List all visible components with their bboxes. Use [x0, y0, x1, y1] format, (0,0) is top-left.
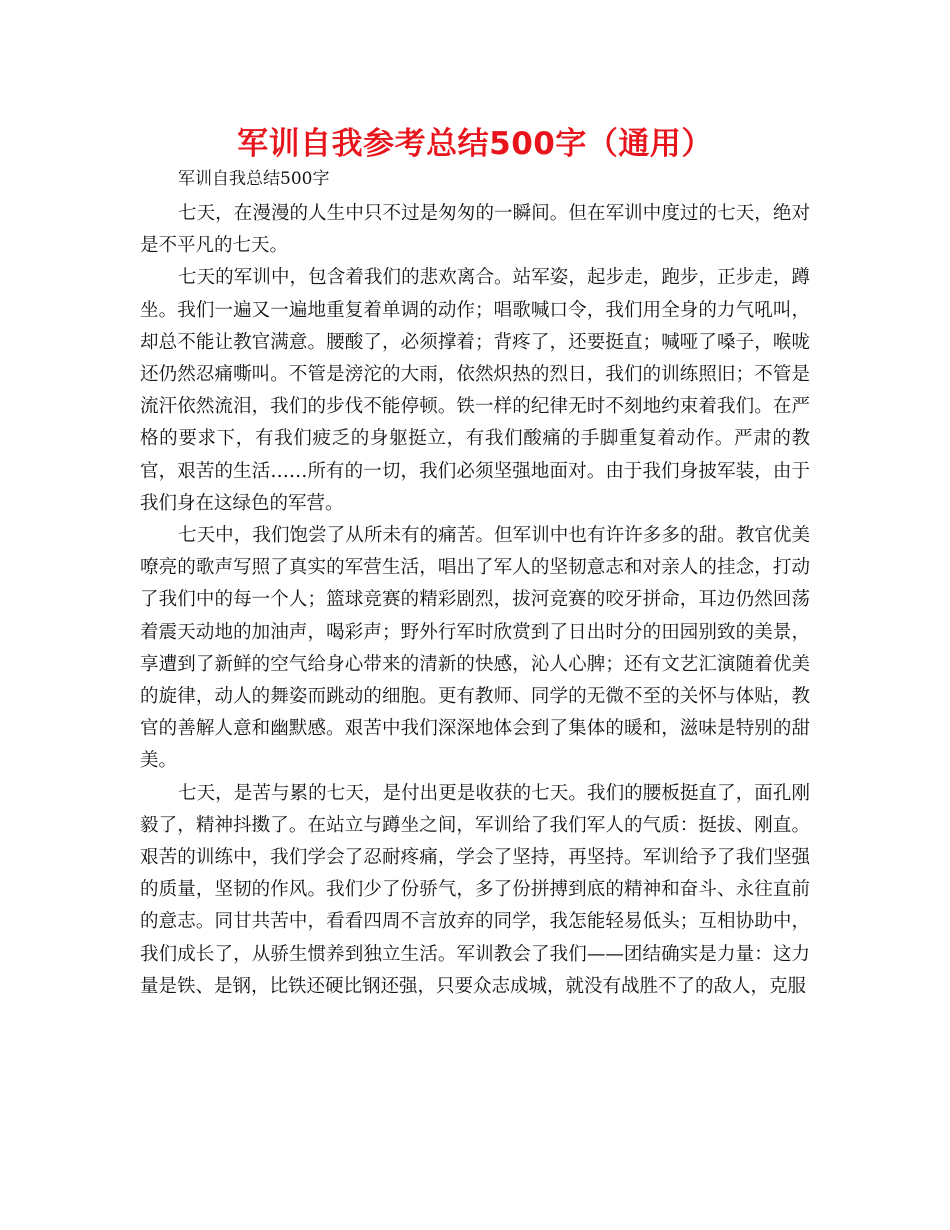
paragraph-4: 七天，是苦与累的七天，是付出更是收获的七天。我们的腰板挺直了，面孔刚毅了，精神抖擞了。在站立与蹲坐之间，军训给了我们军人的气质：挺拔、刚直。艰苦的训练中，我们学会了忍耐疼痛，学会了坚持，再坚持。军训给予了我们坚强的质量，坚韧的作风。我们少了份骄气，多了份拼搏到底的精神和奋斗、永往直前的意志。同甘共苦中，看看四周不言放弃的同学，我怎能轻易低头；互相协助中，我们成长了，从骄生惯养到独立生活。军训教会了我们——团结确实是力量：这力量是铁、是钢，比铁还硬比钢还强，只要众志成城，就没有战胜不了的敌人，克服	[140, 782, 810, 997]
paragraph-2: 七天的军训中，包含着我们的悲欢离合。站军姿，起步走，跑步，正步走，蹲坐。我们一遍又一遍地重复着单调的动作；唱歌喊口令，我们用全身的力气吼叫，却总不能让教官满意。腰酸了，必须撑着；背疼了，还要挺直；喊哑了嗓子，喉咙还仍然忍痛嘶叫。不管是滂沱的大雨，依然炽热的烈日，我们的训练照旧；不管是流汗依然流泪，我们的步伐不能停顿。铁一样的纪律无时不刻地约束着我们。在严格的要求下，有我们疲乏的身躯挺立，有我们酸痛的手脚重复着动作。严肃的教官，艰苦的生活……所有的一切，我们必须坚强地面对。由于我们身披军装，由于我们身在这绿色的军营。	[140, 267, 810, 514]
document-body	[140, 198, 810, 1003]
paragraph-3: 七天中，我们饱尝了从所未有的痛苦。但军训中也有许许多多的甜。教官优美嘹亮的歌声写照了真实的军营生活，唱出了军人的坚韧意志和对亲人的挂念，打动了我们中的每一个人；篮球竞赛的精彩剧烈，拔河竞赛的咬牙拼命，耳边仍然回荡着震天动地的加油声，喝彩声；野外行军时欣赏到了日出时分的田园别致的美景，享遭到了新鲜的空气给身心带来的清新的快感，沁人心脾；还有文艺汇演随着优美的旋律，动人的舞姿而跳动的细胞。更有教师、同学的无微不至的关怀与体贴，教官的善解人意和幽默感。艰苦中我们深深地体会到了集体的暖和，滋味是特别的甜美。	[140, 525, 810, 772]
document-subtitle: 军训自我总结500字	[178, 169, 330, 189]
document-title: 军训自我参考总结500字（通用）	[237, 126, 713, 162]
paragraph-1: 七天，在漫漫的人生中只不过是匆匆的一瞬间。但在军训中度过的七天，绝对是不平凡的七天。	[140, 203, 810, 257]
